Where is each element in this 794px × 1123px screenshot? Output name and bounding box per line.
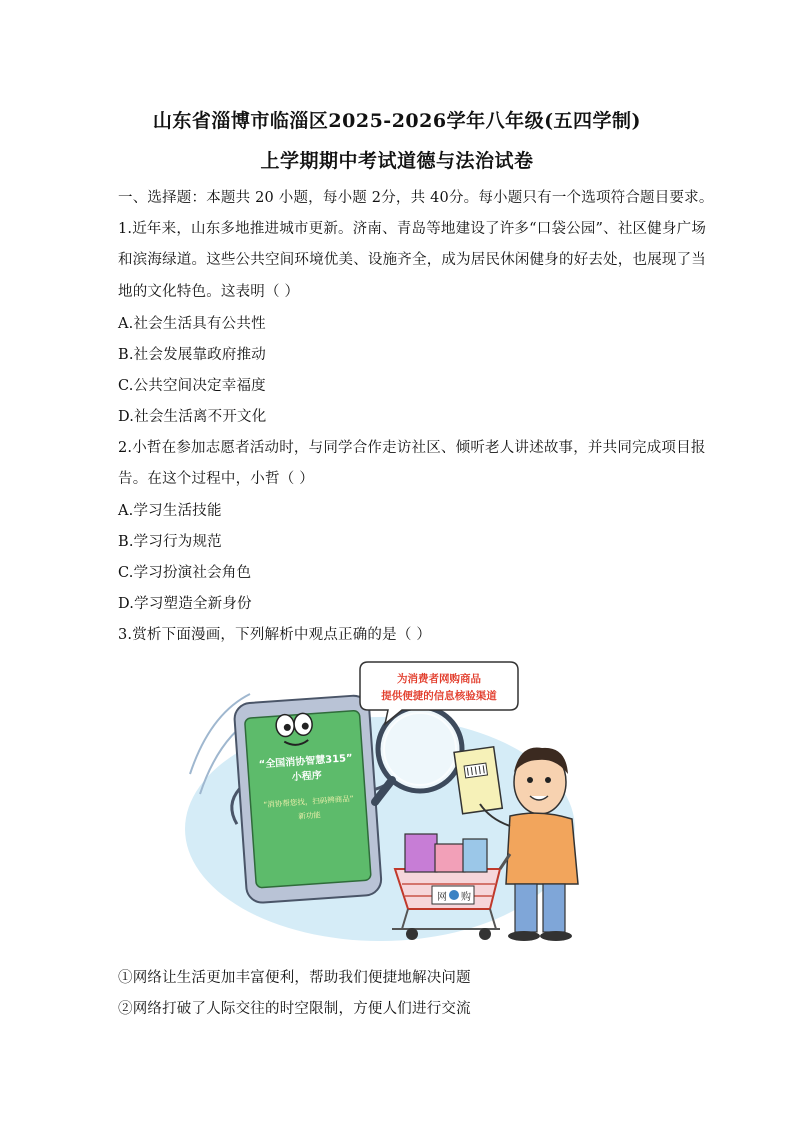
section-header: 一、选择题：本题共 20 小题，每小题 2分，共 40分。每小题只有一个选项符合题目要求。 xyxy=(118,190,714,206)
bubble-text-line1: 为消费者网购商品 xyxy=(397,673,481,685)
bubble-text-line2: 提供便捷的信息核验渠道 xyxy=(381,690,497,702)
phone-text-line3: “消协帮您找，扫码辨商品” xyxy=(263,793,354,810)
shopper-leg-right xyxy=(543,884,565,932)
shopper-leg-left xyxy=(515,884,537,932)
q3-statement-2: ②网络打破了人际交往的时空限制，方便人们进行交流 xyxy=(118,1001,471,1017)
q1-option-b: B.社会发展靠政府推动 xyxy=(118,347,266,363)
q1-option-a: A.社会生活具有公共性 xyxy=(118,316,266,332)
q3-statement-1: ①网络让生活更加丰富便利，帮助我们便捷地解决问题 xyxy=(118,970,471,986)
exam-title-line2: 上学期期中考试道德与法治试卷 xyxy=(260,150,534,172)
q1-stem-line1: 1.近年来，山东多地推进城市更新。济南、青岛等地建设了许多“口袋公园”、社区健身广场 xyxy=(118,221,707,237)
cart-item-blue xyxy=(463,839,487,872)
product-box-icon xyxy=(454,747,502,814)
q2-option-a: A.学习生活技能 xyxy=(118,503,222,519)
phone-text-line1: “全国消协智慧315” xyxy=(258,752,354,771)
q1-stem-line2: 和滨海绿道。这些公共空间环境优美、设施齐全，成为居民休闲健身的好去处，也展现了当 xyxy=(118,252,706,268)
q2-stem-line1: 2.小哲在参加志愿者活动时，与同学合作走访社区、倾听老人讲述故事，并共同完成项目报 xyxy=(118,440,706,456)
q2-option-b: B.学习行为规范 xyxy=(118,534,222,550)
q3-stem: 3.赏析下面漫画，下列解析中观点正确的是（ ） xyxy=(118,627,432,643)
q1-stem-line3: 地的文化特色。这表明（ ） xyxy=(118,284,300,300)
cart-label-1: 网 xyxy=(437,892,447,903)
q1-option-c: C.公共空间决定幸福度 xyxy=(118,378,266,394)
q2-option-d: D.学习塑造全新身份 xyxy=(118,596,252,612)
phone-text-line2: 小程序 xyxy=(291,770,323,784)
q2-option-c: C.学习扮演社会角色 xyxy=(118,565,252,581)
cart-item-pink xyxy=(435,844,465,872)
q2-stem-line2: 告。在这个过程中，小哲（ ） xyxy=(118,471,314,487)
phone-text-line4: 新功能 xyxy=(297,810,322,821)
q1-option-d: D.社会生活离不开文化 xyxy=(118,409,267,425)
cart-item-purple xyxy=(405,834,437,872)
cart-label-2: 购 xyxy=(461,892,471,903)
exam-title-line1: 山东省淄博市临淄区2025-2026学年八年级(五四学制) xyxy=(152,110,642,132)
shopper-shirt xyxy=(506,813,578,884)
consumer-app-cartoon xyxy=(180,654,610,946)
